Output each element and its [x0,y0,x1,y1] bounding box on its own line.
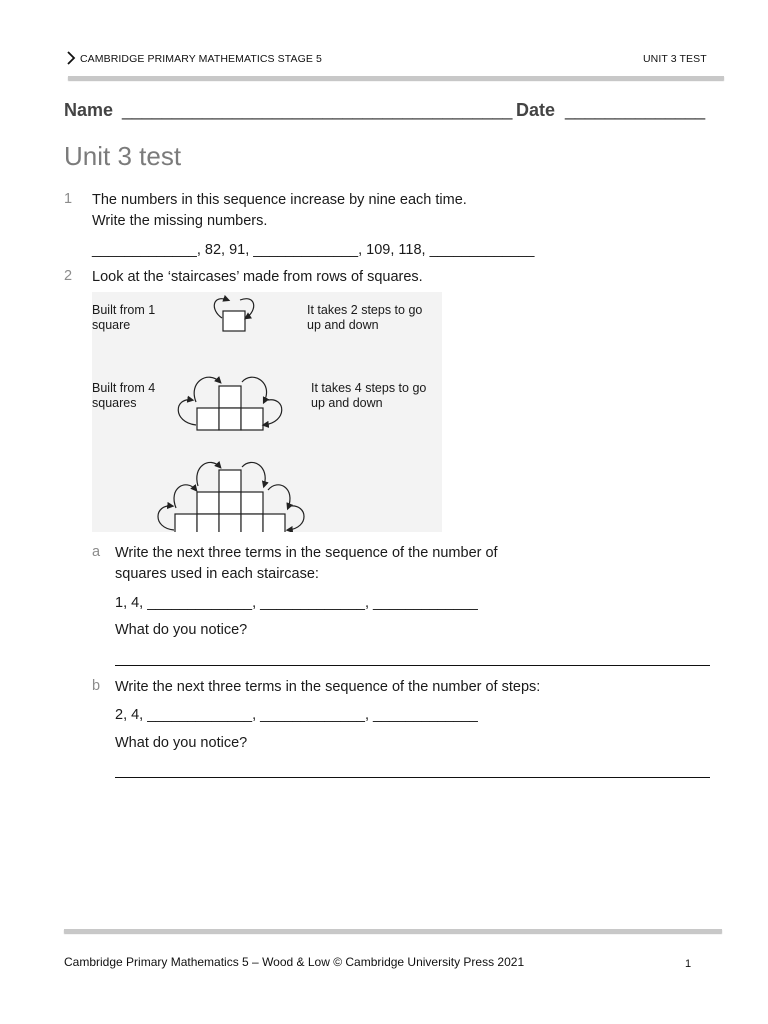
steps-2-label: It takes 2 steps to go up and down [307,303,423,332]
arrow-up [178,400,196,425]
arrow-down [288,506,304,530]
question-1-number: 1 [64,191,73,207]
arrow-down [242,377,267,402]
part-b-answer-line[interactable] [115,777,710,778]
question-1-line1: The numbers in this sequence increase by nine each time. [92,192,467,208]
part-b-sequence[interactable]: 2, 4, _____________, _____________, _____________ [115,707,478,723]
stair3-square [241,492,263,514]
name-label: Name [64,100,114,120]
question-2-number: 2 [64,268,73,284]
stair3-square [219,492,241,514]
stair1-square [223,311,245,331]
question-1-sequence[interactable]: _____________, 82, 91, _____________, 109, 118, _____________ [92,242,535,258]
arrow-up [158,506,174,530]
header-chevron-icon [66,51,76,70]
footer-copyright: Cambridge Primary Mathematics 5 – Wood & Low © Cambridge University Press 2021 [64,955,525,969]
stair3-square [219,470,241,492]
part-a-answer-line[interactable] [115,665,710,666]
part-a-sequence[interactable]: 1, 4, _____________, _____________, _____________ [115,595,478,611]
header-rule [68,76,724,80]
staircase-drawings [92,292,442,532]
arrow-up [194,377,220,402]
staircase-figure [92,292,442,532]
built-4-label: Built from 4 squares [92,381,156,410]
built-1-label: Built from 1 square [92,303,156,332]
steps-4-label: It takes 4 steps to go up and down [311,381,427,410]
date-blank[interactable]: ______________ [565,100,706,120]
header-unit: UNIT 3 TEST [643,53,707,65]
part-b-notice: What do you notice? [115,735,248,751]
footer-rule [64,929,722,933]
stair2-square [197,408,219,430]
page-number: 1 [685,958,692,970]
stair2-square [219,386,241,408]
part-b-label: b [92,678,101,694]
arrow-down [242,462,265,486]
part-a-line1: Write the next three terms in the sequence of the number of [115,545,498,561]
stair3-square [197,492,219,514]
question-2-intro: Look at the ‘staircases’ made from rows of squares. [92,269,423,285]
arrow-up [197,462,220,486]
stair3-square [263,514,285,532]
stair3-square [219,514,241,532]
arrow-down [264,400,282,425]
date-label: Date [516,100,556,120]
stair3-square [241,514,263,532]
page-title: Unit 3 test [64,141,182,171]
part-a-notice: What do you notice? [115,622,248,638]
stair2-square [219,408,241,430]
name-blank[interactable]: _______________________________________ [122,100,513,120]
stair2-square [241,408,263,430]
part-a-label: a [92,544,101,560]
arrow-up [174,485,196,508]
stair3-square [175,514,197,532]
question-1-line2: Write the missing numbers. [92,213,268,229]
part-b-line1: Write the next three terms in the sequence of the number of steps: [115,679,541,695]
part-a-line2: squares used in each staircase: [115,566,319,582]
stair3-square [197,514,219,532]
header-title: CAMBRIDGE PRIMARY MATHEMATICS STAGE 5 [80,53,322,65]
arrow-down [268,485,290,508]
